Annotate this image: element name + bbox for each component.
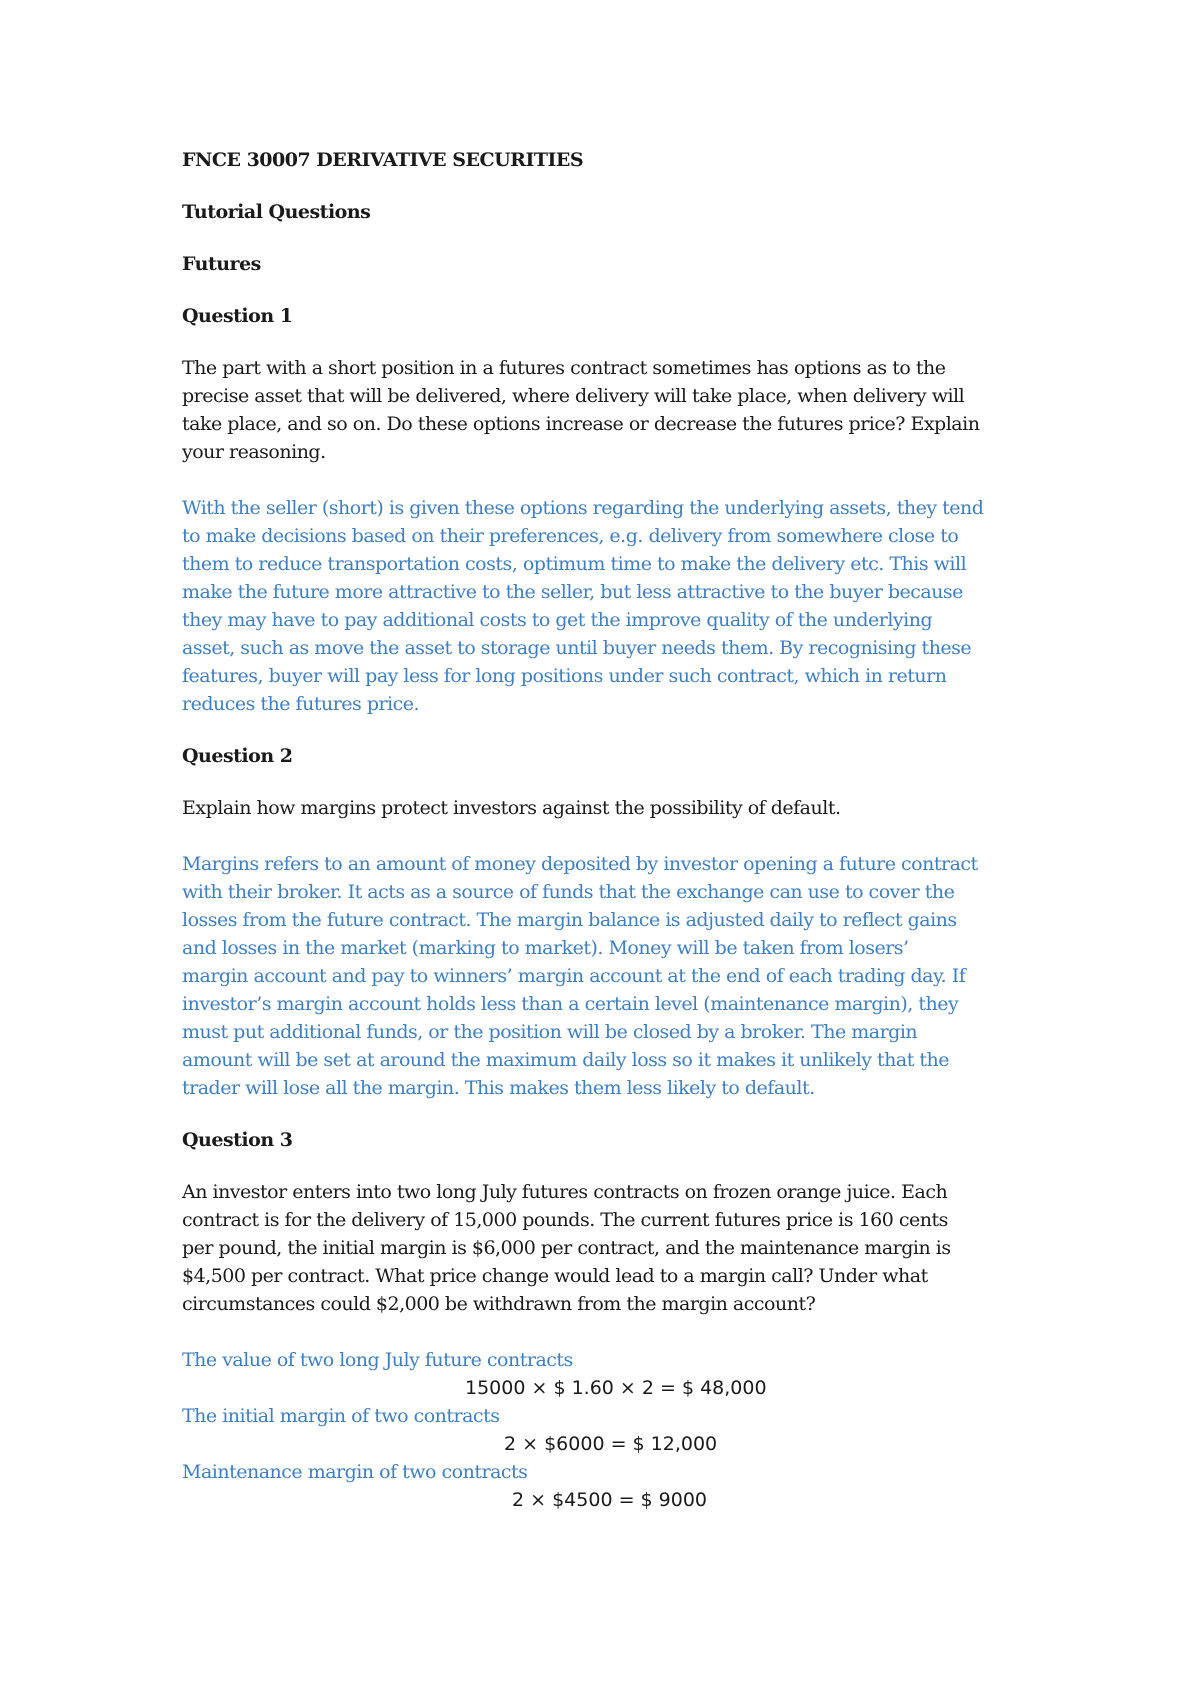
answer-line: to make decisions based on their preferences, e.g. delivery from somewhere close to	[182, 525, 959, 547]
document-subtitle: Tutorial Questions	[182, 201, 371, 223]
question-2-heading: Question 2	[182, 745, 293, 767]
calculation-label: Maintenance margin of two contracts	[182, 1461, 528, 1483]
formula-text: 2 × $6000 = $ 12,000	[504, 1433, 718, 1455]
question-line: circumstances could $2,000 be withdrawn from the margin account?	[182, 1293, 816, 1315]
question-line: precise asset that will be delivered, where delivery will take place, when delivery will	[182, 385, 965, 407]
answer-line: With the seller (short) is given these options regarding the underlying assets, they tend	[182, 497, 984, 519]
answer-line: reduces the futures price.	[182, 693, 420, 715]
answer-line: features, buyer will pay less for long positions under such contract, which in return	[182, 665, 947, 687]
question-3-heading: Question 3	[182, 1129, 293, 1151]
question-1-heading: Question 1	[182, 305, 293, 327]
answer-2-text	[182, 850, 1062, 1102]
answer-line: Margins refers to an amount of money deposited by investor opening a future contract	[182, 853, 978, 875]
question-line: The part with a short position in a futures contract sometimes has options as to the	[182, 357, 946, 379]
answer-line: must put additional funds, or the position will be closed by a broker. The margin	[182, 1021, 918, 1043]
question-line: contract is for the delivery of 15,000 pounds. The current futures price is 160 cents	[182, 1209, 948, 1231]
question-line: $4,500 per contract. What price change would lead to a margin call? Under what	[182, 1265, 928, 1287]
question-line: per pound, the initial margin is $6,000 per contract, and the maintenance margin is	[182, 1237, 951, 1259]
answer-line: and losses in the market (marking to market). Money will be taken from losers’	[182, 937, 909, 959]
answer-line: they may have to pay additional costs to get the improve quality of the underlying	[182, 609, 933, 631]
answer-3-calculations	[182, 1346, 1062, 1514]
calculation-formula	[182, 1374, 1062, 1402]
answer-line: make the future more attractive to the seller, but less attractive to the buyer because	[182, 581, 963, 603]
answer-line: amount will be set at around the maximum daily loss so it makes it unlikely that the	[182, 1049, 950, 1071]
calculation-label: The initial margin of two contracts	[182, 1405, 500, 1427]
answer-line: with their broker. It acts as a source of funds that the exchange can use to cover the	[182, 881, 955, 903]
answer-1-text	[182, 494, 1062, 718]
course-title: FNCE 30007 DERIVATIVE SECURITIES	[182, 149, 584, 171]
question-line: your reasoning.	[182, 441, 326, 463]
topic-heading: Futures	[182, 253, 261, 275]
document-page	[182, 146, 1062, 1514]
formula-text: 2 × $4500 = $ 9000	[512, 1489, 708, 1511]
answer-line: investor’s margin account holds less than a certain level (maintenance margin), they	[182, 993, 959, 1015]
question-line: Explain how margins protect investors against the possibility of default.	[182, 797, 841, 819]
calculation-label: The value of two long July future contracts	[182, 1349, 573, 1371]
question-3-text	[182, 1178, 1062, 1318]
calculation-formula	[182, 1486, 1062, 1514]
answer-line: trader will lose all the margin. This makes them less likely to default.	[182, 1077, 815, 1099]
question-line: An investor enters into two long July futures contracts on frozen orange juice. Each	[182, 1181, 948, 1203]
question-line: take place, and so on. Do these options increase or decrease the futures price? Explain	[182, 413, 980, 435]
question-2-text	[182, 794, 1062, 822]
answer-line: asset, such as move the asset to storage until buyer needs them. By recognising these	[182, 637, 972, 659]
formula-text: 15000 × $ 1.60 × 2 = $ 48,000	[465, 1377, 767, 1399]
calculation-formula	[182, 1430, 1062, 1458]
question-1-text	[182, 354, 1062, 466]
answer-line: them to reduce transportation costs, optimum time to make the delivery etc. This will	[182, 553, 967, 575]
answer-line: margin account and pay to winners’ margin account at the end of each trading day. If	[182, 965, 966, 987]
answer-line: losses from the future contract. The margin balance is adjusted daily to reflect gains	[182, 909, 957, 931]
